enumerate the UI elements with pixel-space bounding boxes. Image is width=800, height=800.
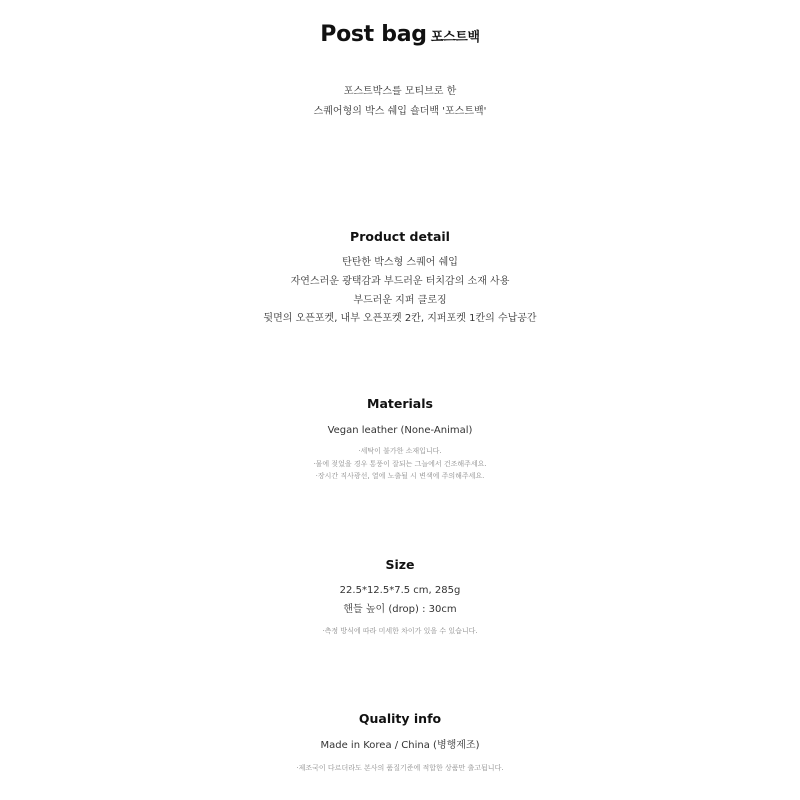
size-note: ·측정 방식에 따라 미세한 차이가 있을 수 있습니다.: [322, 627, 478, 635]
product-detail-line-1: 탄탄한 박스형 스퀘어 쉐입: [342, 257, 458, 268]
product-detail-line-3: 부드러운 지퍼 클로징: [353, 295, 447, 306]
intro-line-1: 포스트박스를 모티브로 한: [343, 86, 457, 97]
product-detail-line-4: 뒷면의 오픈포켓, 내부 오픈포켓 2칸, 지퍼포켓 1칸의 수납공간: [263, 313, 537, 324]
page-title: [0, 22, 800, 47]
title-korean: 포스트백: [430, 30, 480, 45]
product-detail-heading: Product detail: [350, 229, 450, 244]
quality-heading: Quality info: [358, 711, 442, 726]
materials-heading: Materials: [367, 396, 433, 411]
quality-note: ·제조국이 다르더라도 본사의 품질기준에 적합한 상품만 출고됩니다.: [296, 764, 504, 772]
size-handle-drop: 핸들 높이 (drop) : 30cm: [343, 604, 457, 615]
title-text: Post bag: [320, 22, 427, 47]
materials-note-3: ·장시간 직사광선, 열에 노출될 시 변색에 주의해주세요.: [315, 472, 485, 480]
materials-note-1: ·세탁이 불가한 소재입니다.: [358, 447, 442, 455]
intro-line-2: 스퀘어형의 박스 쉐입 숄더백 '포스트백': [313, 106, 487, 117]
materials-note-2: ·물에 젖었을 경우 통풍이 잘되는 그늘에서 건조해주세요.: [313, 460, 487, 468]
size-heading: Size: [385, 557, 415, 572]
materials-value: Vegan leather (None-Animal): [327, 425, 473, 436]
size-dimensions: 22.5*12.5*7.5 cm, 285g: [339, 585, 461, 596]
product-detail-line-2: 자연스러운 광택감과 부드러운 터치감의 소재 사용: [290, 276, 510, 287]
quality-origin: Made in Korea / China (병행제조): [320, 740, 480, 751]
